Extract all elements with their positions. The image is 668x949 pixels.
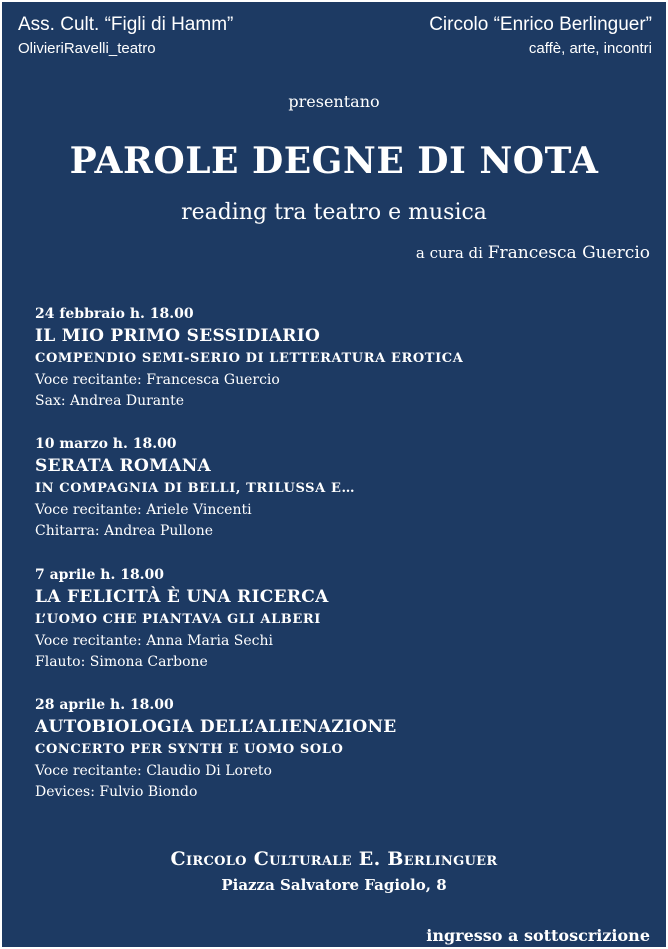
event-voice: Voce recitante: Claudio Di Loreto <box>35 763 272 779</box>
curator-name: Francesca Guercio <box>487 243 650 263</box>
event-title: AUTOBIOLOGIA DELL’ALIENAZIONE <box>35 717 397 737</box>
event-date: 28 aprile h. 18.00 <box>35 697 174 713</box>
event-title: IL MIO PRIMO SESSIDIARIO <box>35 326 321 346</box>
event-date: 24 febbraio h. 18.00 <box>35 306 194 322</box>
poster-subtitle: reading tra teatro e musica <box>181 200 487 225</box>
event-date: 7 aprile h. 18.00 <box>35 567 165 583</box>
event-1 <box>35 304 635 412</box>
event-4 <box>35 695 635 803</box>
organizer-left-handle: OlivieriRavelli_teatro <box>18 40 156 57</box>
venue-address: Piazza Salvatore Fagiolo, 8 <box>221 876 447 894</box>
curator-prefix: a cura di <box>415 244 483 262</box>
event-subtitle: L’UOMO CHE PIANTAVA GLI ALBERI <box>35 612 321 627</box>
event-voice: Voce recitante: Francesca Guercio <box>35 372 280 388</box>
event-voice: Voce recitante: Ariele Vincenti <box>35 502 252 518</box>
venue-name: Circolo Culturale E. Berlinguer <box>170 848 498 870</box>
event-subtitle: CONCERTO PER SYNTH E UOMO SOLO <box>35 742 344 757</box>
event-musician: Sax: Andrea Durante <box>35 393 185 409</box>
event-title: LA FELICITÀ È UNA RICERCA <box>35 587 329 607</box>
event-musician: Devices: Fulvio Biondo <box>35 784 198 800</box>
event-voice: Voce recitante: Anna Maria Sechi <box>35 633 273 649</box>
event-date: 10 marzo h. 18.00 <box>35 436 177 452</box>
organizer-right-tagline: caffè, arte, incontri <box>528 40 652 57</box>
event-2 <box>35 434 635 542</box>
admission-note: ingresso a sottoscrizione <box>426 926 650 945</box>
event-subtitle: IN COMPAGNIA DI BELLI, TRILUSSA E… <box>35 481 356 496</box>
event-title: SERATA ROMANA <box>35 456 212 476</box>
event-musician: Chitarra: Andrea Pullone <box>35 523 214 539</box>
event-3 <box>35 565 635 673</box>
organizer-right-name: Circolo “Enrico Berlinguer” <box>429 14 652 35</box>
poster <box>2 2 666 947</box>
event-musician: Flauto: Simona Carbone <box>35 654 208 670</box>
curator-credit <box>416 243 650 263</box>
organizer-left-name: Ass. Cult. “Figli di Hamm” <box>18 14 234 35</box>
presentano-label: presentano <box>288 92 380 111</box>
poster-title: PAROLE DEGNE DI NOTA <box>69 140 599 182</box>
event-subtitle: COMPENDIO SEMI-SERIO DI LETTERATURA EROTICA <box>35 351 464 366</box>
